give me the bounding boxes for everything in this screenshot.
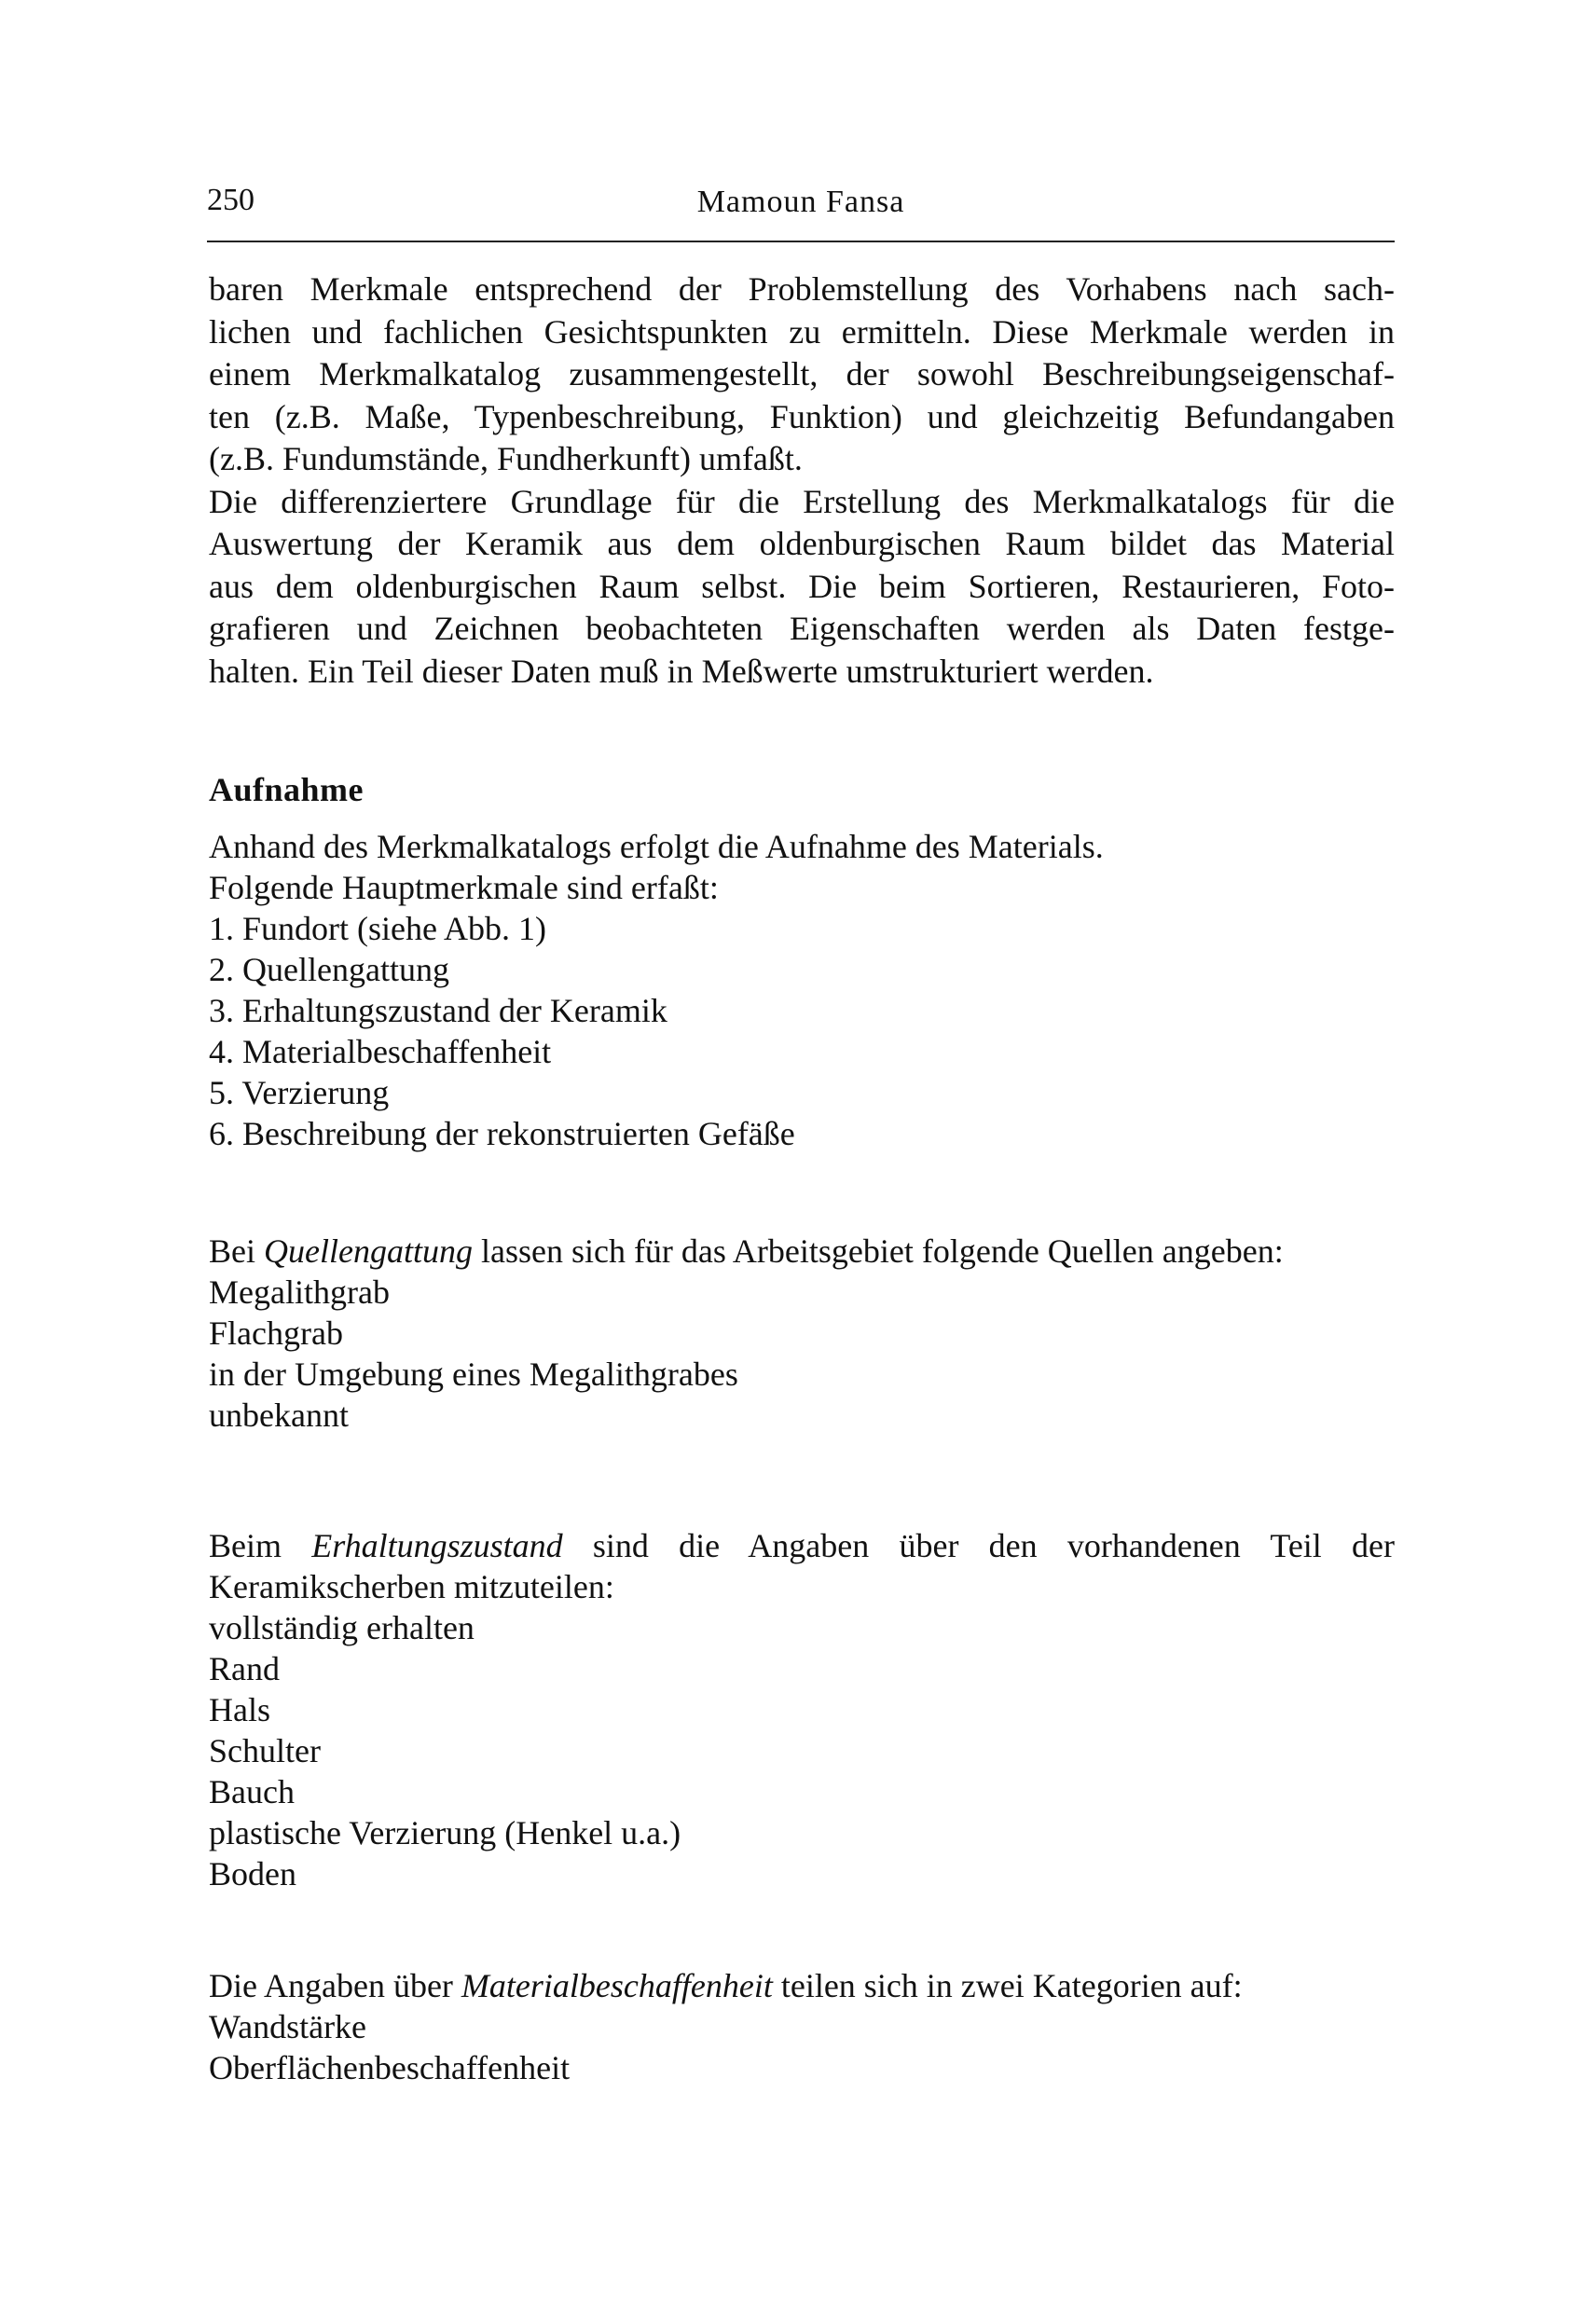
list-item: Schulter <box>209 1732 321 1769</box>
text-line: grafieren und Zeichnen beobachteten Eigenschaften werden als Daten festge- <box>209 610 1395 647</box>
list-item: Megalithgrab <box>209 1273 390 1311</box>
section-heading: Aufnahme <box>209 771 365 808</box>
text-fragment: Bei <box>209 1232 264 1270</box>
text-fragment: sind die Angaben über den vorhandenen Teil der <box>562 1527 1395 1564</box>
list-item: 6. Beschreibung der rekonstruierten Gefäße <box>209 1115 795 1152</box>
text-line <box>209 1231 1395 1272</box>
list-item: vollständig erhalten <box>209 1609 475 1646</box>
text-line <box>209 1525 1395 1566</box>
text-fragment: Die Angaben über <box>209 1967 461 2004</box>
text-line: Anhand des Merkmalkatalogs erfolgt die Aufnahme des Materials. <box>209 828 1104 865</box>
list-item: Flachgrab <box>209 1314 343 1352</box>
header-rule <box>207 241 1395 242</box>
text-fragment: teilen sich in zwei Kategorien auf: <box>772 1967 1243 2004</box>
text-line: halten. Ein Teil dieser Daten muß in Meßwerte umstrukturiert werden. <box>209 652 1154 690</box>
text-line: Folgende Hauptmerkmale sind erfaßt: <box>209 869 719 906</box>
list-item: Rand <box>209 1650 280 1687</box>
text-line: ten (z.B. Maße, Typenbeschreibung, Funktion) und gleichzeitig Befundangaben <box>209 397 1395 435</box>
list-item: unbekannt <box>209 1397 349 1434</box>
text-line: Auswertung der Keramik aus dem oldenburgischen Raum bildet das Material <box>209 525 1395 562</box>
text-fragment: lassen sich für das Arbeitsgebiet folgende Quellen angeben: <box>472 1232 1284 1270</box>
list-item: Oberflächenbeschaffenheit <box>209 2049 571 2086</box>
page-number: 250 <box>207 183 255 217</box>
text-line: Keramikscherben mitzuteilen: <box>209 1568 614 1605</box>
list-item: Wandstärke <box>209 2008 367 2045</box>
running-head: Mamoun Fansa <box>696 185 905 219</box>
text-line: aus dem oldenburgischen Raum selbst. Die beim Sortieren, Restaurieren, Foto- <box>209 567 1395 605</box>
emphasized-term: Materialbeschaffenheit <box>461 1967 773 2004</box>
text-line <box>209 1965 1395 2006</box>
text-line: Die differenziertere Grundlage für die Erstellung des Merkmalkatalogs für die <box>209 482 1395 520</box>
list-item: 3. Erhaltungszustand der Keramik <box>209 992 667 1029</box>
quellengattung-block <box>209 1231 1395 1436</box>
list-item: in der Umgebung eines Megalithgrabes <box>209 1356 738 1393</box>
list-item: 1. Fundort (siehe Abb. 1) <box>209 910 546 947</box>
text-fragment: Beim <box>209 1527 312 1564</box>
page-header <box>207 183 1395 229</box>
emphasized-term: Quellengattung <box>264 1232 473 1270</box>
list-item: Boden <box>209 1855 296 1892</box>
text-line: (z.B. Fundumstände, Fundherkunft) umfaßt. <box>209 440 803 477</box>
list-item: 4. Materialbeschaffenheit <box>209 1033 552 1070</box>
text-line: baren Merkmale entsprechend der Problemstellung des Vorhabens nach sach- <box>209 270 1395 308</box>
materialbeschaffenheit-block <box>209 1965 1395 2088</box>
list-item: Hals <box>209 1691 270 1728</box>
list-item: Bauch <box>209 1773 295 1810</box>
list-item: plastische Verzierung (Henkel u.a.) <box>209 1814 681 1851</box>
list-item: 2. Quellengattung <box>209 951 449 988</box>
intro-text <box>209 268 1395 693</box>
list-item: 5. Verzierung <box>209 1074 390 1111</box>
emphasized-term: Erhaltungszustand <box>311 1527 563 1564</box>
aufnahme-block <box>209 826 1395 1154</box>
text-line: lichen und fachlichen Gesichtspunkten zu ermitteln. Diese Merkmale werden in <box>209 312 1395 351</box>
erhaltungszustand-block <box>209 1525 1395 1894</box>
text-line: einem Merkmalkatalog zusammengestellt, der sowohl Beschreibungseigenschaf- <box>209 355 1395 392</box>
